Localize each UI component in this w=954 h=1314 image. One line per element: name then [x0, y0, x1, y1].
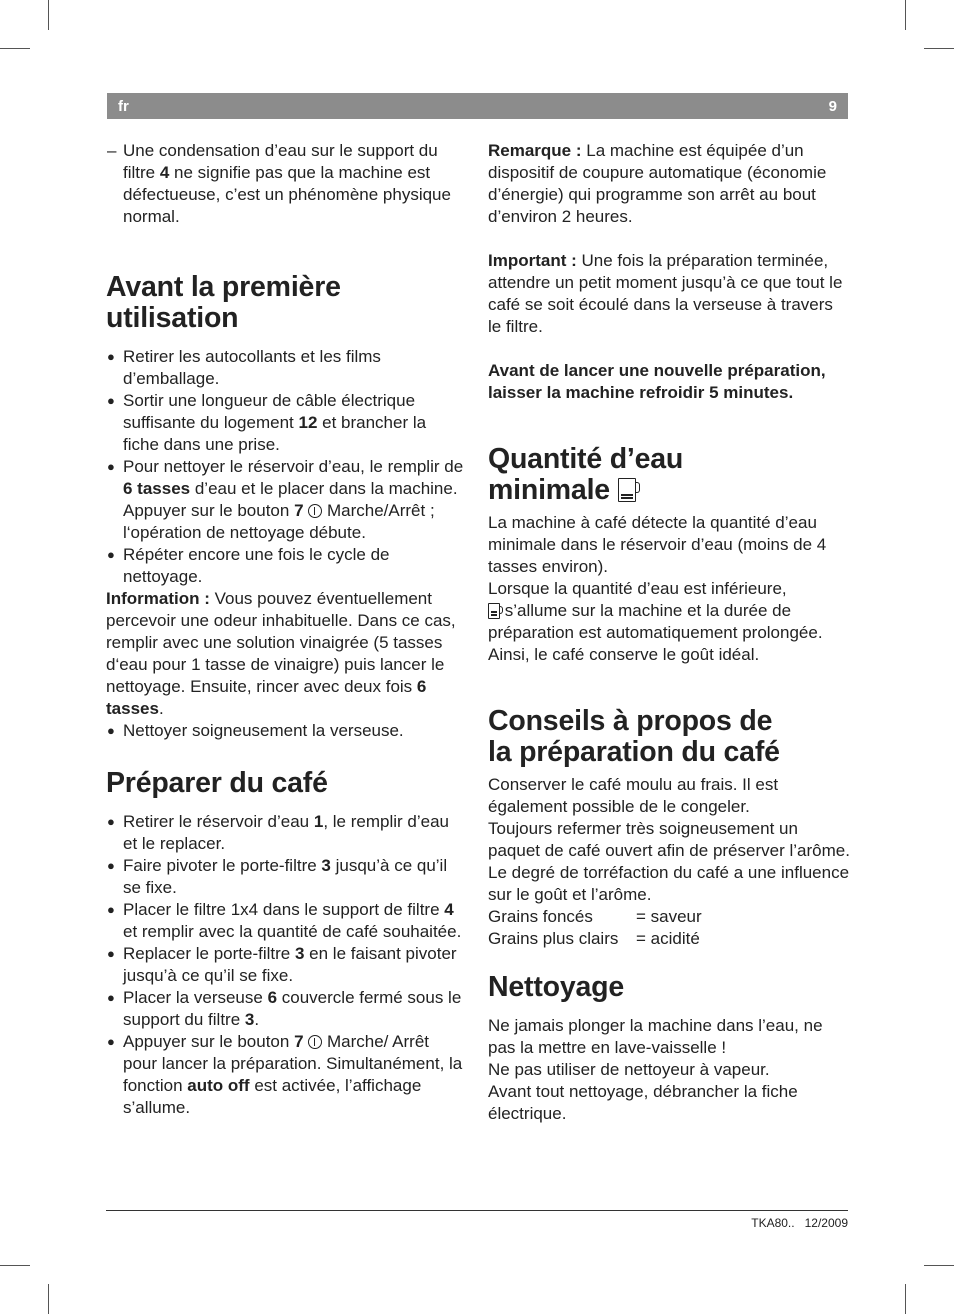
important-note: Important : Une fois la préparation terminée, attendre un petit moment jusqu’à ce que tout le café se soit écoulé dans la verseuse à travers le filtre.	[488, 251, 843, 336]
power-icon	[308, 504, 322, 518]
heading-cleaning: Nettoyage	[488, 971, 624, 1003]
coffee-pot-icon	[618, 478, 636, 502]
list-item: ● Appuyer sur le bouton 7 Marche/ Arrêt pour lancer la préparation. Simultanément, la fonction auto off est activée, l’affichage s’allume.	[106, 1031, 466, 1119]
footer-divider	[106, 1210, 848, 1211]
tips-text-3: Le degré de torréfaction du café a une influence sur le goût et l’arôme.	[488, 863, 850, 904]
cooldown-warning: Avant de lancer une nouvelle préparation, laisser la machine refroidir 5 minutes.	[488, 361, 826, 402]
crop-mark	[48, 0, 49, 30]
tips-text-1: Conserver le café moulu au frais. Il est également possible de le congeler.	[488, 775, 779, 816]
crop-mark	[924, 1265, 954, 1266]
roast-row: Grains foncés = saveur	[488, 907, 702, 926]
left-column	[106, 140, 466, 1119]
right-column	[488, 140, 850, 1125]
list-item: ● Faire pivoter le porte-filtre 3 jusqu’à ce qu’il se fixe.	[106, 855, 466, 899]
crop-mark	[48, 1284, 49, 1314]
coffee-pot-icon	[488, 603, 500, 619]
footer-reference: TKA80.. 12/2009	[751, 1216, 848, 1230]
crop-mark	[905, 1284, 906, 1314]
heading-min-water: Quantité d’eau minimale	[488, 443, 684, 506]
list-item: ● Pour nettoyer le réservoir d’eau, le remplir de 6 tasses d’eau et le placer dans la machine. Appuyer sur le bouton 7 Marche/Arrêt ; l‘opération de nettoyage débute.	[106, 456, 466, 544]
intro-note: – Une condensation d’eau sur le support du filtre 4 ne signifie pas que la machine est défectueuse, c’est un phénomène physique normal.	[107, 141, 451, 226]
crop-mark	[905, 0, 906, 30]
list-item: ● Replacer le porte-filtre 3 en le faisant pivoter jusqu’à ce qu’il se fixe.	[106, 943, 466, 987]
prepare-list	[106, 811, 466, 1119]
page-number: 9	[828, 97, 837, 115]
cleaning-text-2: Ne pas utiliser de nettoyeur à vapeur.	[488, 1060, 770, 1079]
heading-prepare-coffee: Préparer du café	[106, 767, 328, 799]
remark-note: Remarque : La machine est équipée d’un dispositif de coupure automatique (économie d’énergie) qui programme son arrêt au bout d’environ 2 heures.	[488, 141, 827, 226]
min-water-text-2: Lorsque la quantité d’eau est inférieure, s’allume sur la machine et la durée de préparation est automatiquement prolongée. Ainsi, le café conserve le goût idéal.	[488, 579, 823, 664]
first-use-list	[106, 346, 466, 588]
crop-mark	[0, 48, 30, 49]
min-water-text-1: La machine à café détecte la quantité d’eau minimale dans le réservoir d’eau (moins de 4 tasses environ).	[488, 513, 827, 576]
crop-mark	[924, 48, 954, 49]
language-code: fr	[118, 97, 129, 115]
list-item: ● Sortir une longueur de câble électrique suffisante du logement 12 et brancher la fiche dans une prise.	[106, 390, 466, 456]
cleaning-text-1: Ne jamais plonger la machine dans l’eau, ne pas la mettre en lave-vaisselle !	[488, 1016, 823, 1057]
list-item: ● Répéter encore une fois le cycle de nettoyage.	[106, 544, 466, 588]
list-item: ● Retirer les autocollants et les films d’emballage.	[106, 346, 466, 390]
list-item: ● Placer la verseuse 6 couvercle fermé sous le support du filtre 3.	[106, 987, 466, 1031]
heading-tips: Conseils à propos de la préparation du café	[488, 705, 780, 768]
page-header-bar	[107, 93, 848, 119]
crop-mark	[0, 1265, 30, 1266]
list-item: ● Nettoyer soigneusement la verseuse.	[106, 720, 466, 742]
roast-row: Grains plus clairs = acidité	[488, 929, 700, 948]
list-item: ● Placer le filtre 1x4 dans le support de filtre 4 et remplir avec la quantité de café souhaitée.	[106, 899, 466, 943]
tips-text-2: Toujours refermer très soigneusement un paquet de café ouvert afin de préserver l’arôme.	[488, 819, 850, 860]
list-item: ● Retirer le réservoir d’eau 1, le remplir d’eau et le replacer.	[106, 811, 466, 855]
power-icon	[308, 1035, 322, 1049]
first-use-list-end	[106, 720, 466, 742]
cleaning-text-3: Avant tout nettoyage, débrancher la fiche électrique.	[488, 1082, 798, 1123]
information-note: Information : Vous pouvez éventuellement percevoir une odeur inhabituelle. Dans ce cas, remplir avec une solution vinaigrée (5 tasses d‘eau pour 1 tasse de vinaigre) puis lancer le nettoyage. Ensuite, rincer avec deux fois 6 tasses.	[106, 589, 456, 718]
heading-first-use: Avant la première utilisation	[106, 271, 341, 334]
